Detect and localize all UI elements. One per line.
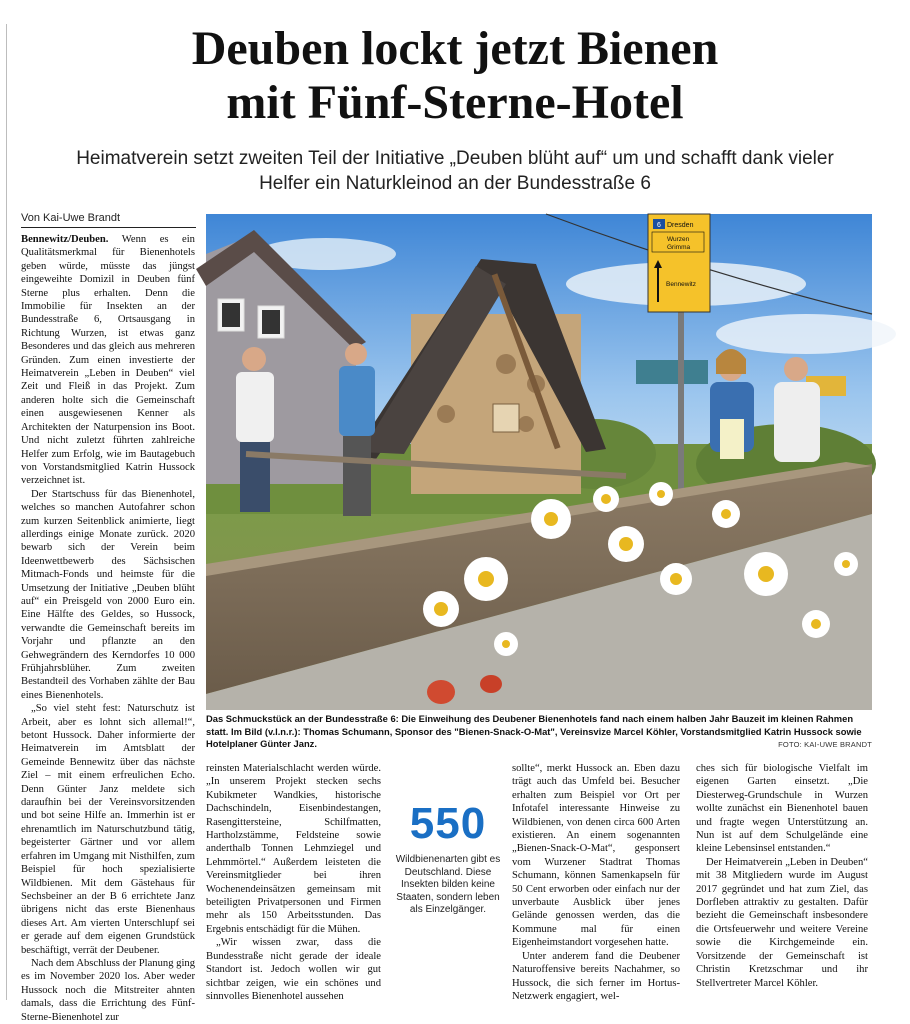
body-column-2 [206,762,381,1002]
left-column-rule [6,24,7,1000]
paragraph: sollte“, merkt Hussock an. Eben dazu trägt auch das Umfeld bei. Besucher erhalten zum Beispiel vor Ort per Infotafel interessante Hinweise zu Wildbienen, von denen circa 600 Arten existieren. An einem sogenannten „Bienen-Snack-O-Mat“, gesponsert vom Wurzener Stadtrat Thomas Schumann, können Samenkapseln für 50 Cent erworben oder einfach nur der unverbaute Ausblick über jenes Gelände genossen werden, das die Kommune mal für einen Eigenheimstandort vorgesehen hatte. [512,763,680,949]
paragraph [21,233,195,488]
paragraph: Der Startschuss für das Bienenhotel, welches so manchen Autofahrer schon zum kurzen Seitenblick animierte, liegt allerdings einige Monate zurück. 2020 bewarb sich der Verein beim Ideenwettbewerb des Sächsischen Mitmach-Fonds und heimste für die Umsetzung der Initiative „Deuben blüht auf“ ein Preisgeld von 2000 Euro ein. Eine Hälfte des Geldes, so Hussock, verwandte die Gemeinschaft bereits im Vorjahr und pflanzte an den Gehwegrändern des Kerndorfes 10 000 Frühjahrsblüher. Zum zweiten Bestandteil des Vorhaben zählte der Bau eines Bienenhotels. [21,488,195,701]
paragraph: Der Heimatverein „Leben in Deuben“ mit 38 Mitgliedern wurde im August 2017 gegründet und hat zum Ziel, das Dorfleben attraktiv zu gestalten. Dafür bezieht die Gemeinschaft insbesondere die Ortsfeuerwehr und weitere Vereine sowie die Kirchgemeinde ein. Vorsitzende der Gemeinschaft ist Christin Kretzschmar und ihr Stellvertreter Marcel Köhler. [696,856,868,989]
subhead-line-2: Helfer ein Naturkleinod an der Bundesstraße 6 [259,173,651,194]
body-column-3 [512,762,680,1002]
article-photo [206,214,872,710]
byline: Von Kai-Uwe Brandt [21,212,196,228]
paragraph-text: Wenn es ein Qualitätsmerkmal für Bienenhotels geben würde, müsste das jüngst eingeweihte Domizil in Deuben fünf Sterne plus erhalten. Denn die Immobilie für Insekten an der Bundesstraße 6, Ortsausgang in Richtung Wurzen, ist etwas ganz Besonderes und das gleich aus mehreren Gründen. Zum einen investierte der Heimatverein „Leben in Deuben“ viel Zeit und Fleiß in das Projekt. Zum anderen holte sich die Gemeinschaft einen ausgewiesenen Kenner als Architekten der Naturpension ins Boot. Und nicht zuletzt führten zahlreiche Helfer zum Erfolg, wie im Bautagebuch von Vorstandsmitglied Katrin Hussock verzeichnet ist. [21,234,195,487]
sign-destination: Bennewitz [666,281,696,288]
photo-caption: Das Schmuckstück an der Bundesstraße 6: Die Einweihung des Deubener Bienenhotels fand nach einem halben Jahr Bauzeit im kleinen Rahmen statt. Im Bild (v.l.n.r.): Thomas Schumann, Sponsor des "Bienen-Snack-O-Mat", Vereinsvize Marcel Köhler, Vorstandsmitglied Katrin Hussock sowie Hotelplaner Günter Janz. [206,713,862,750]
body-column-1 [21,233,195,1023]
body-column-4 [696,762,868,997]
headline-line-2: mit Fünf-Sterne-Hotel [226,76,684,129]
paragraph: reinsten Materialschlacht werden würde. „In unserem Projekt stecken sechs Kubikmeter Wandkies, historische Dachschindeln, Eisenbindestangen, Rasengittersteine, Schilfmatten, Hartholzstämme, Feldsteine sowie anderthalb Tonnen Lehmziegel und Lehmmörtel.“ Außerdem leisteten die Vereinsmitglieder bei ihren Wochenendeinsätzen gemeinsam mit beteiligten Privatpersonen und Firmen mehr als 150 Arbeitsstunden. Das Ergebnis entschädigt für die Mühen. [206,763,381,935]
road-sign [648,214,710,312]
subhead-line-1: Heimatverein setzt zweiten Teil der Initiative „Deuben blüht auf“ um und schafft dank vieler [76,148,834,169]
subheadline [20,146,890,196]
paragraph: ches sich für biologische Vielfalt im eigenen Garten einsetzt. „Die Diesterweg-Grundschule in Wurzen wollte zunächst ein Bienenhotel bauen und fragte wegen Unterstützung an. Nun ist auf dem Schulgelände eine kleine Lebensinsel entstanden.“ [696,763,868,855]
paragraph: Unter anderem fand die Deubener Naturoffensive bereits Nachahmer, so Hussock, die sich ferner im Hortus-Netzwerk engagiert, wel- [512,950,680,1002]
person [339,343,375,516]
sign-road-number: 6 [657,222,661,229]
fact-text: Wildbienenarten gibt es Deutschland. Diese Insekten bilden keine Staaten, sondern leben als Einzelgänger. [395,854,501,916]
dateline: Bennewitz/Deuben. [21,234,109,245]
sign-destination: Dresden [667,222,694,229]
headline [0,22,910,130]
paragraph: Nach dem Abschluss der Planung ging es im November 2020 los. Aber weder Hussock noch die Mitstreiter ahnten damals, dass die Errichtung des Fünf-Sterne-Bienenhotel zur [21,957,195,1023]
fact-box [393,800,503,917]
fact-number: 550 [409,799,487,848]
paragraph: „Wir wissen zwar, dass die Bundesstraße nicht gerade der ideale Standort ist. Jedoch wollen wir gut sichtbar zeigen, wie ein schönes und sinnvolles Bienenhotel aussehen [206,937,381,1002]
headline-line-1: Deuben lockt jetzt Bienen [191,22,719,75]
sign-destination: Grimma [667,244,691,251]
photo-credit: FOTO: KAI-UWE BRANDT [778,740,872,749]
sign-destination: Wurzen [667,236,690,243]
paragraph: „So viel steht fest: Naturschutz ist Arbeit, aber es lohnt sich allemal!“, betont Hussock. Daher informierte der Heimatverein im Amtsblatt der Gemeinde Bennewitz über das nächste Ziel – mit einem erfreulichen Echo. Denn Günter Janz meldete sich daraufhin bei der Vereinsvorsitzenden und bot seine Hilfe an. Immerhin ist er ehrenamtlich im Naturschutzbund tätig, begeisterter Gärtner und vor allem erfahren im Umgang mit Nisthilfen, zum Beispiel für hoch spezialisierte Wildbienen. Mit dem Gästehaus für Sechsbeiner an der B 6 errichtete Janz übrigens nicht das erste Bienenhaus dieses Art. Am vierten Unterschlupf sei er gerade auf dem eigenen Grundstück beschäftigt, verrät der Deubener. [21,703,195,956]
